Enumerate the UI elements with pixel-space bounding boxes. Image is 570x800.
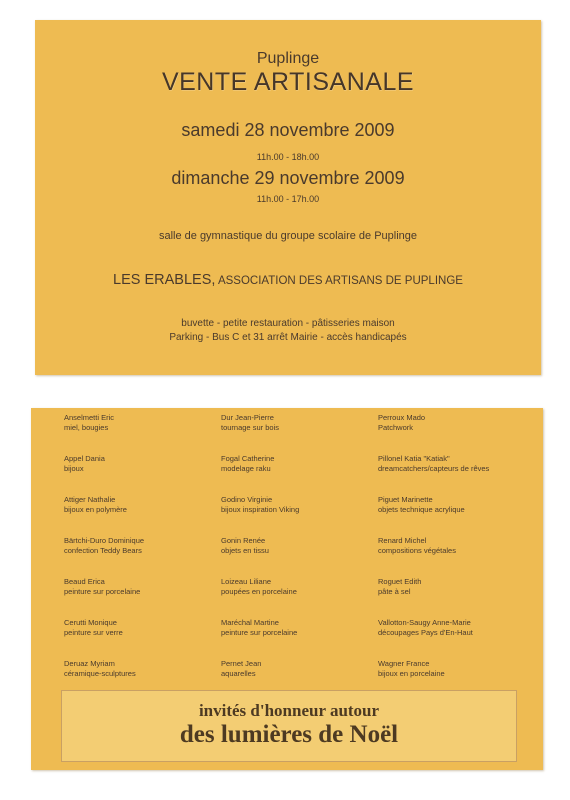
artisan-entry — [64, 495, 214, 515]
artisan-entry — [378, 413, 528, 433]
artisan-craft: pâte à sel — [378, 587, 411, 596]
artisan-craft: objets en tissu — [221, 546, 269, 555]
artisan-craft: bijoux inspiration Viking — [221, 505, 300, 514]
artisan-entry — [64, 413, 214, 433]
artisan-craft: découpages Pays d'En-Haut — [378, 628, 473, 637]
artisan-entry — [64, 454, 214, 474]
artisan-name: Anselmetti Eric — [64, 413, 115, 422]
artisan-craft: tournage sur bois — [221, 423, 279, 432]
artisan-craft: objets technique acrylique — [378, 505, 465, 514]
artisan-craft: bijoux en polymère — [64, 505, 127, 514]
artisan-entry — [221, 495, 371, 515]
village-name: Puplinge — [256, 50, 320, 67]
artisan-name: Loizeau Liliane — [221, 577, 272, 586]
artisan-craft: modelage raku — [221, 464, 271, 473]
artisan-name: Maréchal Martine — [221, 618, 279, 627]
guests-of-honour-box — [61, 690, 517, 762]
artisan-entry — [221, 536, 371, 556]
artisan-entry — [378, 659, 528, 679]
artisan-craft: miel, bougies — [64, 423, 109, 432]
artisan-entry — [64, 659, 214, 679]
venue: salle de gymnastique du groupe scolaire de Puplinge — [158, 230, 418, 242]
artisan-name: Gonin Renée — [221, 536, 266, 545]
artisan-entry — [221, 618, 371, 638]
artisan-craft: bijoux en porcelaine — [378, 669, 445, 678]
artisan-name: Deruaz Myriam — [64, 659, 115, 668]
invitation-card — [35, 20, 541, 375]
artisan-name: Attiger Nathalie — [64, 495, 116, 504]
artisan-entry — [221, 659, 371, 679]
artisan-entry — [378, 618, 528, 638]
association-name: LES ERABLES, — [113, 272, 216, 288]
artisan-craft: bijoux — [64, 464, 84, 473]
artisan-name: Roguet Edith — [378, 577, 422, 586]
access-line: Parking - Bus C et 31 arrêt Mairie - accès handicapés — [169, 332, 407, 343]
artisan-entry — [378, 454, 528, 474]
artisan-name: Fogal Catherine — [221, 454, 275, 463]
artisan-craft: peinture sur porcelaine — [221, 628, 298, 637]
artisan-name: Pillonel Katia "Katiak" — [378, 454, 450, 463]
guests-of-honour-heading: invités d'honneur autour — [198, 701, 380, 720]
day-2-date: dimanche 29 novembre 2009 — [171, 168, 405, 188]
artisan-name: Wagner France — [378, 659, 430, 668]
artisan-craft: peinture sur verre — [64, 628, 123, 637]
artisan-name: Piguet Marinette — [378, 495, 433, 504]
day-1-hours: 11h.00 - 18h.00 — [256, 152, 320, 162]
event-title: VENTE ARTISANALE — [161, 68, 415, 96]
artisan-name: Godino Virginie — [221, 495, 273, 504]
artisan-entry — [221, 413, 371, 433]
day-1-date: samedi 28 novembre 2009 — [181, 120, 395, 140]
artisan-craft: aquarelles — [221, 669, 256, 678]
artisan-craft: compositions végétales — [378, 546, 456, 555]
artisan-craft: dreamcatchers/capteurs de rêves — [378, 464, 490, 473]
artisan-craft: Patchwork — [378, 423, 414, 432]
artisan-name: Perroux Mado — [378, 413, 426, 422]
artisan-entry — [221, 577, 371, 597]
association-line — [35, 272, 541, 288]
services-line: buvette - petite restauration - pâtisseries maison — [181, 318, 395, 329]
artisan-entry — [378, 495, 528, 515]
day-2-hours: 11h.00 - 17h.00 — [256, 194, 320, 204]
association-description: ASSOCIATION DES ARTISANS DE PUPLINGE — [215, 275, 463, 287]
artisan-entry — [64, 618, 214, 638]
artisan-entry — [378, 577, 528, 597]
artisan-craft: céramique-sculptures — [64, 669, 136, 678]
artisan-entry — [64, 577, 214, 597]
artisan-name: Dur Jean-Pierre — [221, 413, 274, 422]
artisan-name: Beaud Erica — [64, 577, 105, 586]
artisan-craft: confection Teddy Bears — [64, 546, 142, 555]
artisan-name: Appel Dania — [64, 454, 105, 463]
artisan-name: Renard Michel — [378, 536, 427, 545]
artisan-entry — [64, 536, 214, 556]
artisan-entry — [378, 536, 528, 556]
artisans-card — [31, 408, 543, 770]
artisan-name: Cerutti Monique — [64, 618, 117, 627]
guests-of-honour-theme: des lumières de Noël — [179, 721, 399, 748]
artisan-name: Bärtchi-Duro Dominique — [64, 536, 145, 545]
artisan-name: Vallotton-Saugy Anne-Marie — [378, 618, 471, 627]
artisan-entry — [221, 454, 371, 474]
artisan-craft: peinture sur porcelaine — [64, 587, 141, 596]
artisan-name: Pernet Jean — [221, 659, 262, 668]
artisan-craft: poupées en porcelaine — [221, 587, 297, 596]
